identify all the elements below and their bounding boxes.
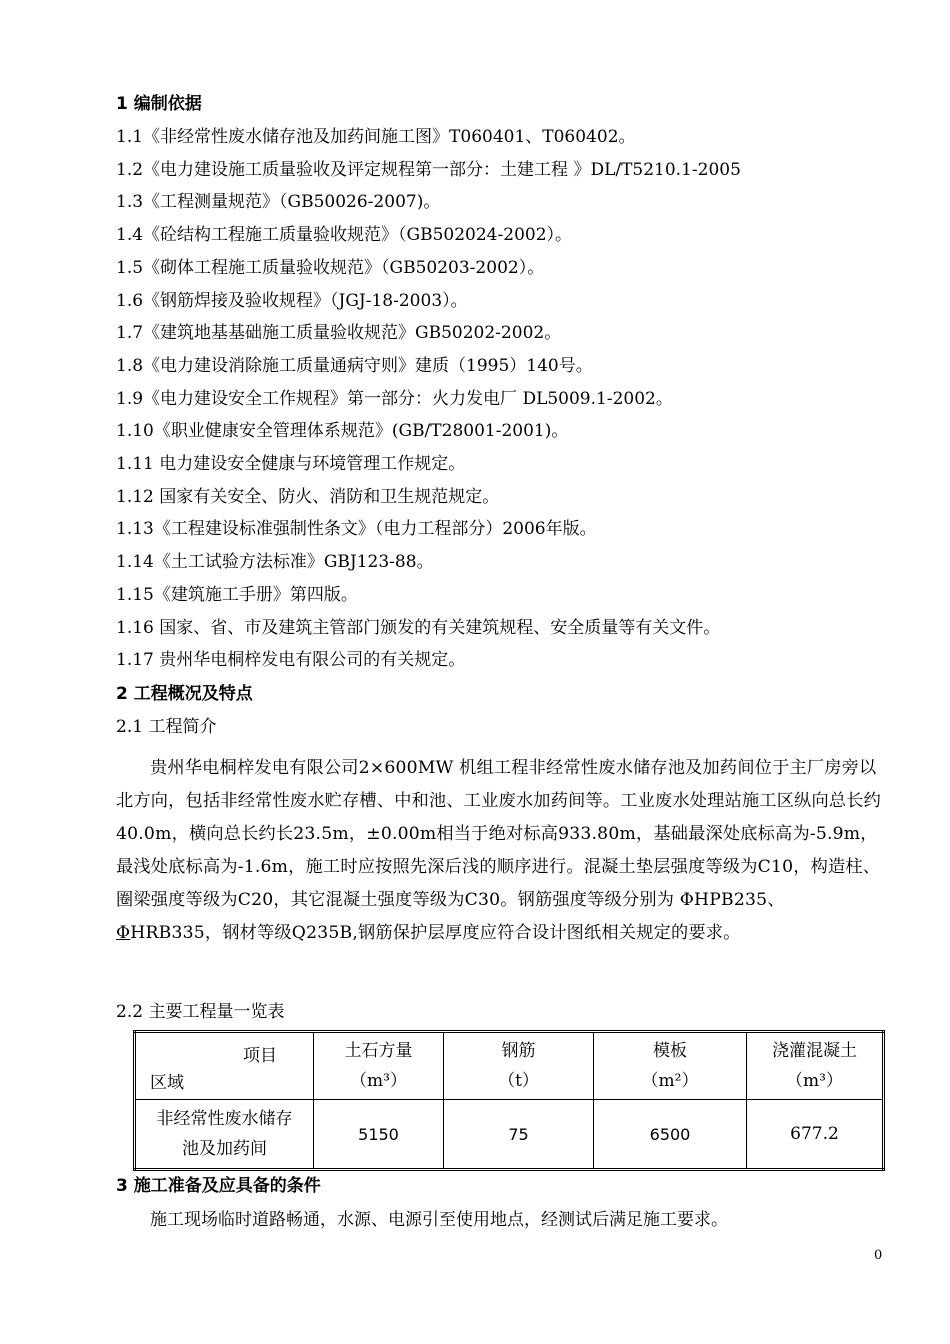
section-2-heading: 2 工程概况及特点: [116, 684, 253, 704]
section-2-1-heading: 2.1 工程简介: [116, 717, 217, 737]
section-1-heading: 1 编制依据: [116, 94, 202, 114]
row-label-line: 池及加药间: [182, 1139, 267, 1159]
table-row: [135, 1100, 884, 1170]
value-rebar: 75: [444, 1100, 594, 1170]
row-label-cell: [135, 1100, 314, 1170]
list-item: 1.11 电力建设安全健康与环境管理工作规定。: [116, 454, 466, 474]
col-header-earthwork: [314, 1032, 444, 1100]
list-item: 1.14《土工试验方法标准》GBJ123-88。: [116, 552, 434, 573]
value-earthwork: 5150: [314, 1100, 444, 1170]
col-name: 浇灌混凝土: [772, 1041, 857, 1061]
list-item: 1.6《钢筋焊接及验收规程》（JGJ-18-2003）。: [116, 290, 468, 311]
row-label-line: 非经常性废水储存: [156, 1109, 293, 1129]
col-unit: （m³）: [786, 1071, 843, 1091]
list-item: 1.17 贵州华电桐梓发电有限公司的有关规定。: [116, 650, 466, 671]
list-item: 1.8《电力建设消除施工质量通病守则》建质（1995）140号。: [116, 355, 593, 376]
col-header-concrete: [747, 1032, 884, 1100]
corner-top-label: 项目: [243, 1046, 277, 1066]
list-item: 1.4《砼结构工程施工质量验收规范》（GB502024-2002）。: [116, 225, 573, 246]
col-name: 土石方量: [344, 1041, 413, 1061]
corner-header-cell: [135, 1032, 314, 1100]
col-header-formwork: [594, 1032, 747, 1100]
list-item: 1.10《职业健康安全管理体系规范》(GB/T28001-2001)。: [116, 421, 569, 442]
value-formwork: 6500: [594, 1100, 747, 1170]
intro-text-part1: 贵州华电桐梓发电有限公司2×600MW 机组工程非经常性废水储存池及加药间位于主厂房旁以北方向，包括非经常性废水贮存槽、中和池、工业废水加药间等。工业废水处理站施工区纵向总长约40.0m，横向总长约长23.5m，±0.00m相当于绝对标高933.80m，基础最深处底标高为-5.9m，最浅处底标高为-1.6m，施工时应按照先深后浅的顺序进行。混凝土垫层强度等级为C10，构造柱、圈梁强度等级为C20，其它混凝土强度等级为C30。钢筋强度等级分别为 ΦHPB235、: [116, 758, 882, 910]
intro-underlined-symbol: Φ: [116, 923, 131, 943]
value-concrete: 677.2: [747, 1100, 884, 1170]
intro-text-part2: HRB335，钢材等级Q235B,钢筋保护层厚度应符合设计图纸相关规定的要求。: [130, 923, 741, 943]
quantity-table: [133, 1030, 885, 1171]
table-header-row: [135, 1032, 884, 1100]
page-number: 0: [874, 1248, 883, 1263]
section-3-heading: 3 施工准备及应具备的条件: [116, 1176, 321, 1196]
col-name: 钢筋: [501, 1041, 536, 1061]
list-item: 1.1《非经常性废水储存池及加药间施工图》T060401、T060402。: [116, 127, 636, 147]
list-item: 1.15《建筑施工手册》第四版。: [116, 584, 358, 605]
project-intro-paragraph: [116, 752, 884, 950]
list-item: 1.2《电力建设施工质量验收及评定规程第一部分：土建工程 》DL/T5210.1-2005: [116, 159, 741, 180]
col-header-rebar: [444, 1032, 594, 1100]
col-unit: （m³）: [350, 1071, 407, 1091]
list-item: 1.13《工程建设标准强制性条文》（电力工程部分）2006年版。: [116, 519, 597, 540]
col-unit: （t）: [498, 1071, 539, 1091]
list-item: 1.5《砌体工程施工质量验收规范》（GB50203-2002）。: [116, 257, 545, 278]
col-name: 模板: [653, 1041, 687, 1061]
list-item: 1.3《工程测量规范》（GB50026-2007)。: [116, 192, 441, 213]
col-unit: （m²）: [641, 1071, 699, 1091]
corner-bottom-label: 区域: [150, 1073, 184, 1093]
list-item: 1.16 国家、省、市及建筑主管部门颁发的有关建筑规程、安全质量等有关文件。: [116, 617, 721, 638]
section-3-paragraph: 施工现场临时道路畅通，水源、电源引至使用地点，经测试后满足施工要求。: [150, 1210, 728, 1230]
section-2-2-heading: 2.2 主要工程量一览表: [116, 1002, 285, 1022]
list-item: 1.12 国家有关安全、防火、消防和卫生规范规定。: [116, 486, 500, 507]
list-item: 1.7《建筑地基基础施工质量验收规范》GB50202-2002。: [116, 323, 562, 344]
list-item: 1.9《电力建设安全工作规程》第一部分：火力发电厂 DL5009.1-2002。: [116, 388, 673, 409]
